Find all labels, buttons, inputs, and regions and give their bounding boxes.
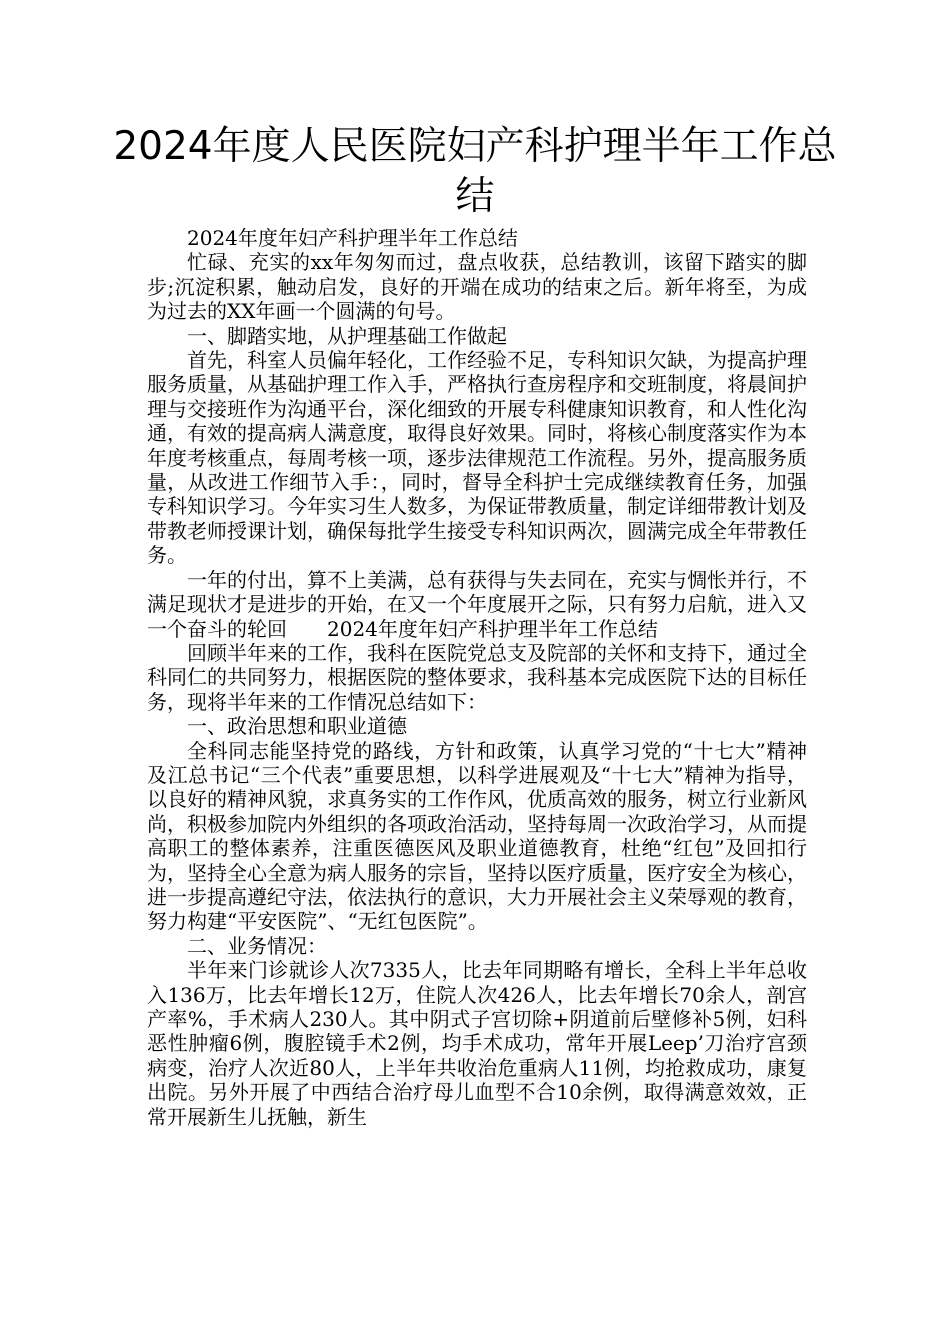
paragraph-intro: 忙碌、充实的xx年匆匆而过，盘点收获，总结教训，该留下踏实的脚步;沉淀积累，触动启发，良好的开端在成功的结束之后。新年将至，为成为过去的XX年画一个圆满的句号。 [147, 250, 807, 324]
section-heading-basics: 一、脚踏实地，从护理基础工作做起 [187, 323, 507, 348]
paragraph-review: 回顾半年来的工作，我科在医院党总支及院部的关怀和支持下，通过全科同仁的共同努力，根据医院的整体要求，我科基本完成医院下达的目标任务，现将半年来的工作情况总结如下： [147, 640, 807, 714]
paragraph-subtitle: 2024年度年妇产科护理半年工作总结 [187, 226, 518, 250]
paragraph-reflection: 一年的付出，算不上美满，总有获得与失去同在，充实与惆怅并行，不满足现状才是进步的开始，在又一个年度展开之际，只有努力启航，进入又一个奋斗的轮回 2024年度年妇产科护理半年工作总结 [147, 567, 807, 641]
paragraph-business: 半年来门诊就诊人次7335人，比去年同期略有增长，全科上半年总收入136万，比去年增长12万，住院人次426人，比去年增长70余人，剖宫产率%，手术病人230人。其中阴式子宫切除+阴道前后壁修补5例，妇科恶性肿瘤6例，腹腔镜手术2例，均手术成功，常年开展Leep’刀治疗宫颈病变，治疗人次近80人，上半年共收治危重病人11例，均抢救成功，康复出院。另外开展了中西结合治疗母儿血型不合10余例，取得满意效效，正常开展新生儿抚触，新生 [147, 958, 807, 1129]
document-body [147, 226, 807, 1129]
paragraph-politics: 全科同志能坚持党的路线，方针和政策，认真学习党的“十七大”精神及江总书记“三个代表”重要思想，以科学进展观及“十七大”精神为指导，以良好的精神风貌，求真务实的工作作风，优质高效的服务，树立行业新风尚，积极参加院内外组织的各项政治活动，坚持每周一次政治学习，从而提高职工的整体素养，注重医德医风及职业道德教育，杜绝“红包”及回扣行为，坚持全心全意为病人服务的宗旨，坚持以医疗质量，医疗安全为核心，进一步提高遵纪守法，依法执行的意识，大力开展社会主义荣辱观的教育，努力构建“平安医院”、“无红包医院”。 [147, 738, 807, 934]
section-heading-politics: 一、政治思想和职业道德 [187, 714, 407, 739]
paragraph-basics: 首先，科室人员偏年轻化，工作经验不足，专科知识欠缺，为提高护理服务质量，从基础护理工作入手，严格执行查房程序和交班制度，将晨间护理与交接班作为沟通平台，深化细致的开展专科健康知识教育，和人性化沟通，有效的提高病人满意度，取得良好效果。同时，将核心制度落实作为本年度考核重点，每周考核一项，逐步法律规范工作流程。另外，提高服务质量，从改进工作细节入手：，同时，督导全科护士完成继续教育任务，加强专科知识学习。今年实习生人数多，为保证带教质量，制定详细带教计划及带教老师授课计划，确保每批学生接受专科知识两次，圆满完成全年带教任务。 [147, 348, 807, 568]
section-heading-business: 二、业务情况： [187, 933, 327, 958]
document-title: 2024年度人民医院妇产科护理半年工作总结 [113, 124, 837, 219]
